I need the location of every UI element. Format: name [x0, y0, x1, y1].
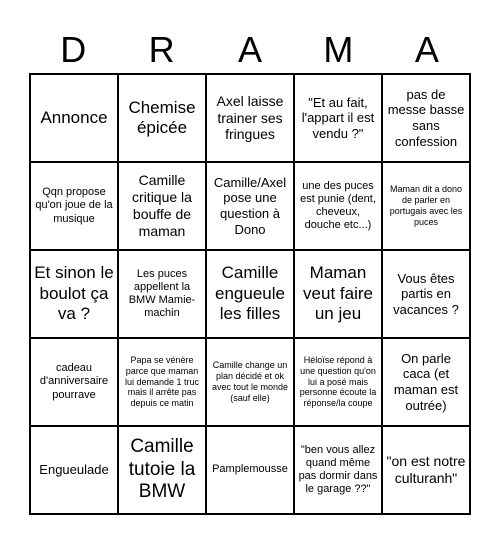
bingo-cell[interactable] [30, 250, 118, 338]
bingo-cell[interactable] [382, 250, 470, 338]
cell-text: Et sinon le boulot ça va ? [34, 263, 114, 324]
bingo-cell[interactable] [294, 250, 382, 338]
cell-text: Héloïse répond à une question qu'on lui a posé mais personne écoute la réponse/la coupe [299, 355, 377, 409]
bingo-cell[interactable] [118, 426, 206, 514]
bingo-cell[interactable] [382, 338, 470, 426]
bingo-cell[interactable] [206, 74, 294, 162]
cell-text: Camille/Axel pose une question à Dono [213, 174, 287, 237]
bingo-cell[interactable] [30, 74, 118, 162]
bingo-cell[interactable] [118, 338, 206, 426]
cell-text: Pamplemousse [212, 463, 288, 476]
bingo-grid [29, 73, 471, 515]
bingo-cell[interactable] [206, 162, 294, 250]
cell-text: pas de messe basse sans confession [387, 86, 465, 149]
cell-text: Papa se vénère parce que maman lui demande 1 truc mais il arrête pas depuis ce matin [124, 355, 200, 409]
cell-text: Camille engueule les filles [215, 263, 285, 324]
bingo-cell[interactable] [30, 338, 118, 426]
cell-text: Camille change un plan décidé et ok avec tout le monde (sauf elle) [211, 360, 289, 403]
cell-text: Chemise épicée [128, 97, 196, 137]
bingo-cell[interactable] [118, 162, 206, 250]
bingo-cell[interactable] [30, 426, 118, 514]
cell-text: Maman dit a dono de parler en portugais avec les puces [389, 184, 463, 227]
cell-text: "on est notre culturanh" [386, 453, 466, 486]
bingo-cell[interactable] [206, 338, 294, 426]
cell-text: On parle caca (et maman est outrée) [393, 350, 459, 413]
cell-text: Engueulade [39, 462, 109, 478]
bingo-cell[interactable] [30, 162, 118, 250]
cell-text: Qqn propose qu'on joue de la musique [35, 186, 113, 225]
bingo-cell[interactable] [294, 162, 382, 250]
bingo-cell[interactable] [294, 426, 382, 514]
cell-text: Camille critique la bouffe de maman [132, 172, 192, 239]
bingo-cell[interactable] [294, 74, 382, 162]
header-letter-a-2: A [414, 29, 439, 70]
bingo-cell[interactable] [382, 74, 470, 162]
cell-text: "Et au fait, l'appart il est vendu ?" [301, 94, 375, 141]
header-letter-a: A [238, 29, 263, 70]
bingo-cell[interactable] [206, 250, 294, 338]
cell-text: cadeau d'anniversaire pourrave [39, 362, 109, 401]
cell-text: Vous êtes partis en vacances ? [393, 270, 459, 317]
cell-text: Les puces appellent la BMW Mamie-machin [128, 267, 196, 320]
bingo-cell[interactable] [206, 426, 294, 514]
bingo-cell[interactable] [118, 74, 206, 162]
header-letter-r: R [148, 29, 175, 70]
cell-text: "ben vous allez quand même pas dormir dans le garage ??" [298, 443, 378, 496]
bingo-cell[interactable] [294, 338, 382, 426]
cell-text: Camille tutoie la BMW [128, 435, 196, 503]
bingo-header [29, 27, 471, 73]
header-letter-m: M [323, 29, 354, 70]
bingo-cell[interactable] [118, 250, 206, 338]
cell-text: Annonce [40, 107, 108, 127]
cell-text: une des puces est punie (dent, cheveux, douche etc...) [300, 179, 376, 232]
bingo-cell[interactable] [382, 162, 470, 250]
cell-text: Maman veut faire un jeu [303, 263, 373, 324]
header-letter-d: D [60, 29, 87, 70]
cell-text: Axel laisse trainer ses fringues [216, 92, 284, 143]
bingo-cell[interactable] [382, 426, 470, 514]
